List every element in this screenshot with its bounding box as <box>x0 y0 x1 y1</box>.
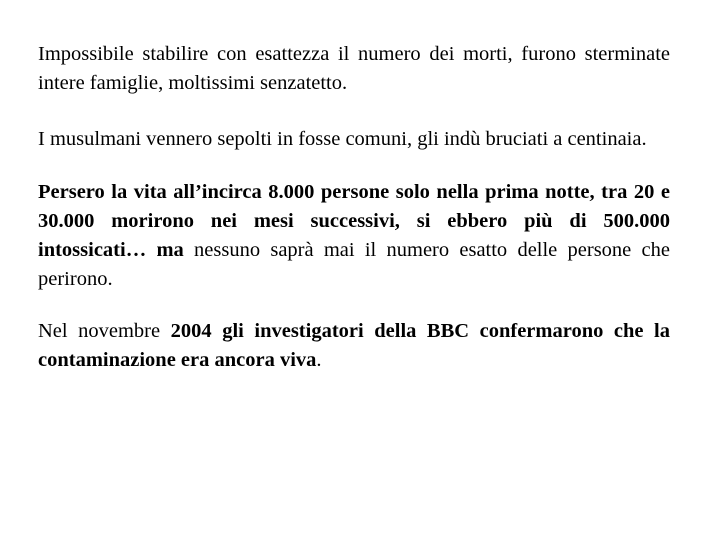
paragraph-bbc-investigation <box>38 317 670 375</box>
paragraph-burials <box>38 125 670 154</box>
paragraph-text: I musulmani vennero sepolti in fosse comuni, gli indù bruciati a centinaia. <box>38 128 647 150</box>
slide-content <box>38 40 670 398</box>
paragraph-text: Impossibile stabilire con esattezza il numero dei morti, furono sterminate intere famiglie, moltissimi senzatetto. <box>38 43 670 94</box>
paragraph-text: . <box>316 349 322 371</box>
paragraph-bold-text: 2004 gli investigatori della BBC confermarono che la contaminazione era ancora viva <box>38 320 670 371</box>
paragraph-text: nessuno saprà mai il numero esatto delle persone che perirono. <box>38 239 670 290</box>
paragraph-death-toll <box>38 40 670 98</box>
paragraph-casualties <box>38 178 670 294</box>
paragraph-bold-text: Persero la vita all’incirca 8.000 persone solo nella prima notte, tra 20 e 30.000 morirono nei mesi successivi, si ebbero più di 500.000 intossicati… ma <box>38 181 670 261</box>
paragraph-text: Nel novembre <box>38 320 171 342</box>
